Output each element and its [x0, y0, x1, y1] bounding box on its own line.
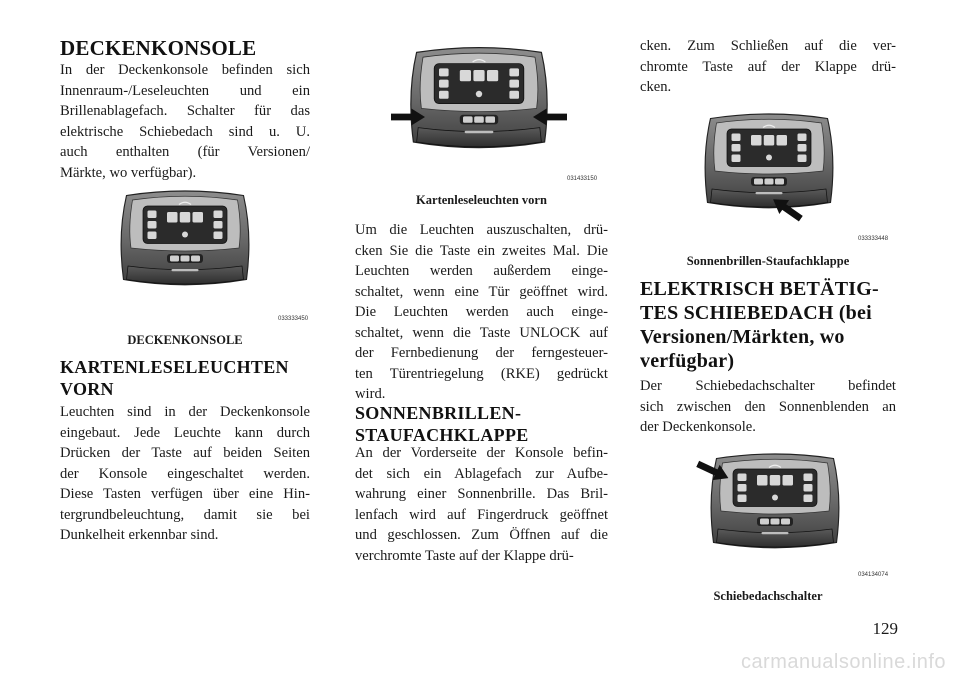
sonnenbrillen-paragraph [355, 443, 608, 566]
section-title-line: KARTENLESELEUCHTEN [60, 357, 289, 377]
text-line: schaltet, wenn die Taste UNLOCK auf [355, 324, 608, 341]
figure-code: 033333450 [278, 316, 309, 322]
text-line: Diese Tasten verfügen über eine Hin- [60, 486, 310, 502]
text-line: verchromte Taste auf der Klappe drü- [355, 547, 574, 564]
text-line: An der Vorderseite der Konsole befin- [355, 445, 608, 461]
arrow-left-side-icon [391, 108, 425, 126]
intro-line: auch enthalten (für Versionen/ [60, 144, 310, 160]
intro-line: elektrische Schiebedach sind u. U. [60, 123, 310, 140]
section-title-line: TES SCHIEBEDACH (bei [640, 302, 872, 324]
overhead-console-image [399, 40, 559, 164]
text-line: Drücken der Taste auf beiden Seiten [60, 445, 310, 461]
overhead-console-image [110, 186, 260, 298]
continued-paragraph [640, 36, 896, 98]
text-line: Um die Leuchten auszuschalten, drü- [355, 222, 608, 238]
figure-code: 033333448 [858, 236, 889, 242]
text-line: wahrung einer Sonnenbrille. Das Bril- [355, 486, 608, 502]
text-line: und geschlossen. Zum Öffnen auf die [355, 527, 608, 543]
section-title-deckenkonsole: DECKENKONSOLE [60, 36, 257, 60]
figure-deckenkonsole [110, 186, 260, 298]
figure-caption: Schiebedachschalter [713, 589, 823, 603]
section-title-line: STAUFACHKLAPPE [355, 425, 529, 445]
figure-code: 031433150 [567, 176, 598, 182]
leuchten-paragraph [355, 220, 608, 405]
section-title-line: ELEKTRISCH BETÄTIG- [640, 278, 879, 300]
intro-line: In der Deckenkonsole befinden sich [60, 62, 310, 78]
figure-caption: Kartenleseleuchten vorn [416, 193, 547, 207]
page-number: 129 [872, 619, 898, 638]
schiebedach-paragraph [640, 376, 896, 438]
section-title-line: verfügbar) [640, 350, 735, 372]
intro-line: Märkte, wo verfügbar). [60, 164, 197, 181]
section-title-line: Versionen/Märkten, wo [640, 326, 845, 348]
text-line: schaltet, wenn eine Tür geöffnet wird. [355, 283, 608, 300]
intro-line: Brillenablagefach. Schalter für das [60, 103, 310, 119]
text-line: lenfach wird auf Fingerdruck geöffnet [355, 506, 608, 523]
section-title-sonnenbrillen [355, 402, 529, 446]
kartenleseleuchten-paragraph [60, 402, 310, 546]
watermark: carmanualsonline.info [740, 651, 946, 673]
figure-code: 034134074 [858, 572, 889, 578]
text-line: cken. [640, 79, 672, 95]
text-line: sich zwischen den Sonnenblenden an [640, 398, 896, 415]
intro-line: Innenraum-/Leseleuchten und ein [60, 82, 310, 99]
figure-kartenleseleuchten [399, 40, 559, 164]
text-line: cken. Zum Schließen auf die ver- [640, 38, 896, 54]
figure-caption: Sonnenbrillen-Staufachklappe [686, 254, 850, 268]
figure-caption: DECKENKONSOLE [127, 333, 243, 347]
text-line: tergrundbeleuchtung, damit sie bei [60, 506, 310, 523]
text-line: ten Türentriegelung (RKE) gedrückt [355, 365, 608, 382]
text-line: eingebaut. Jede Leuchte kann durch [60, 424, 310, 441]
text-line: det sich ein Ablagefach zur Aufbe- [355, 465, 608, 482]
section-title-kartenleseleuchten [60, 356, 289, 400]
text-line: Dunkelheit erkennbar sind. [60, 527, 219, 543]
text-line: cken Sie die Taste ein zweites Mal. Die [355, 242, 608, 259]
text-line: Der Schiebedachschalter befindet [640, 378, 896, 394]
text-line: der Konsole eingeschaltet werden. [60, 465, 310, 482]
text-line: Leuchten werden außerdem einge- [355, 263, 608, 279]
text-line: der Fernbedienung der ferngesteuer- [355, 345, 608, 361]
text-line: wird. [355, 386, 386, 402]
section-title-line: VORN [60, 379, 114, 399]
text-line: Leuchten sind in der Deckenkonsole [60, 404, 310, 420]
text-line: chromte Taste auf der Klappe drü- [640, 58, 896, 75]
text-line: der Deckenkonsole. [640, 419, 756, 435]
section-title-line: SONNENBRILLEN- [355, 403, 522, 423]
section-title-schiebedach [640, 277, 879, 373]
arrow-right-side-icon [533, 108, 567, 126]
intro-paragraph [60, 60, 310, 183]
text-line: Die Leuchten werden auch einge- [355, 304, 608, 320]
